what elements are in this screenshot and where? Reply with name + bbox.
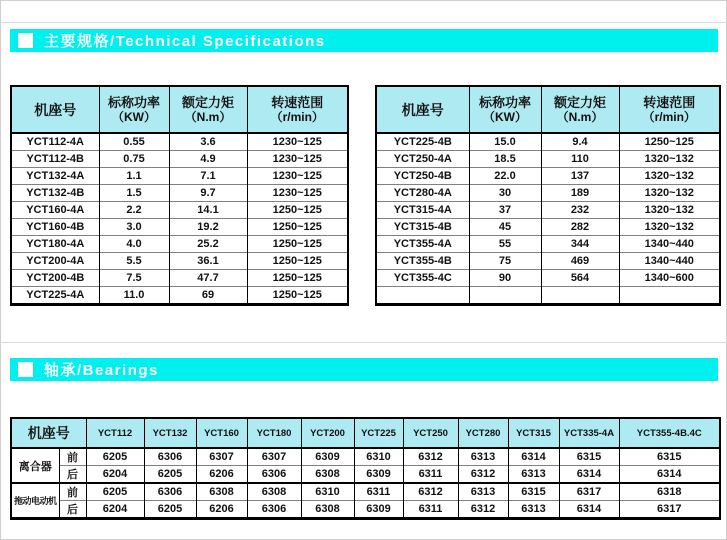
cell [541,287,619,305]
cell: YCT225-4B [376,133,469,151]
cell: 1250~125 [247,219,348,236]
table-row [11,236,348,253]
cell: 1320~132 [619,168,720,185]
header-line: 转速范围 [271,94,324,110]
cell: 6204 [86,501,144,519]
cell: YCT250-4B [376,168,469,185]
cell: 1320~132 [619,219,720,236]
header-cell [541,86,619,133]
cell: YCT160-4A [11,202,99,219]
table-row [376,151,720,168]
table-row [11,168,348,185]
cell: 6313 [508,466,559,484]
cell: 6206 [196,466,247,484]
cell: YCT315-4B [376,219,469,236]
cell: YCT160-4B [11,219,99,236]
header-cell: YCT335-4A [559,418,619,448]
cell: 47.7 [169,270,247,287]
header-cell: YCT355-4B.4C [619,418,720,448]
header-cell: YCT280 [458,418,508,448]
header-cell: YCT315 [508,418,559,448]
position-label: 后 [59,466,86,484]
cell [619,287,720,305]
cell: 19.2 [169,219,247,236]
header-cell [469,86,541,133]
cell: 6317 [559,483,619,501]
header-cell: YCT250 [403,418,458,448]
header-cell: 机座号 [11,418,86,448]
cell: 6306 [144,483,196,501]
table-row [376,133,720,151]
cell: 22.0 [469,168,541,185]
section-header-bearings [10,358,718,381]
cell: 25.2 [169,236,247,253]
cell: 6308 [196,483,247,501]
cell: 90 [469,270,541,287]
cell: 6205 [144,466,196,484]
header-line: 额定力矩 [553,94,606,110]
cell [469,287,541,305]
cell: 0.75 [99,151,169,168]
header-line: 额定力矩 [181,94,234,110]
cell: 6307 [196,448,247,466]
cell: 232 [541,202,619,219]
header-line: （KW） [483,110,527,125]
cell: 6308 [247,483,301,501]
cell: YCT225-4A [11,287,99,305]
cell: 6310 [354,448,403,466]
cell: 6309 [301,448,354,466]
cell: 1230~125 [247,133,348,151]
table-row [11,133,348,151]
cell: 6206 [196,501,247,519]
cell: 1.1 [99,168,169,185]
cell: 6314 [559,501,619,519]
position-label: 前 [59,448,86,466]
cell: 6311 [354,483,403,501]
cell: 344 [541,236,619,253]
cell: YCT250-4A [376,151,469,168]
cell: YCT112-4A [11,133,99,151]
cell: 6306 [247,466,301,484]
cell: 6312 [403,448,458,466]
cell: 75 [469,253,541,270]
cell: 110 [541,151,619,168]
cell: YCT112-4B [11,151,99,168]
cell: 6315 [559,448,619,466]
cell: 1230~125 [247,168,348,185]
cell: 55 [469,236,541,253]
table-row [376,219,720,236]
table-row [11,202,348,219]
cell: 6306 [144,448,196,466]
table-row [11,151,348,168]
header-cell: YCT132 [144,418,196,448]
cell: 6311 [403,501,458,519]
cell: 1340~440 [619,236,720,253]
cell: 6317 [619,501,720,519]
cell: YCT200-4A [11,253,99,270]
cell: 564 [541,270,619,287]
header-line: （N.m） [184,110,232,125]
cell: 1250~125 [247,270,348,287]
cell: 6307 [247,448,301,466]
table-header-row [11,86,348,133]
header-cell [99,86,169,133]
cell: 1250~125 [247,236,348,253]
cell: 6314 [619,466,720,484]
cell: 1340~440 [619,253,720,270]
table-row [376,202,720,219]
cell: 6315 [619,448,720,466]
header-cell: YCT200 [301,418,354,448]
table-row [11,466,720,484]
header-cell: YCT160 [196,418,247,448]
section-marker-icon [18,33,33,48]
cell: 14.1 [169,202,247,219]
cell: 1250~125 [247,253,348,270]
header-line: （KW） [112,110,156,125]
header-cell: YCT112 [86,418,144,448]
position-label: 后 [59,501,86,519]
cell: 1340~600 [619,270,720,287]
section-marker-icon [18,362,33,377]
cell: 7.5 [99,270,169,287]
cell: 30 [469,185,541,202]
table-row [11,253,348,270]
table-row [11,501,720,519]
header-cell: 机座号 [11,86,99,133]
header-cell: YCT225 [354,418,403,448]
position-label: 前 [59,483,86,501]
cell: 36.1 [169,253,247,270]
cell: YCT355-4A [376,236,469,253]
table-row [376,270,720,287]
cell: 6205 [86,448,144,466]
cell: YCT132-4B [11,185,99,202]
cell: 6314 [559,466,619,484]
table-header-row [11,418,720,448]
bearings-table [10,417,721,520]
table-row [11,448,720,466]
cell: 2.2 [99,202,169,219]
cell: YCT315-4A [376,202,469,219]
cell: 11.0 [99,287,169,305]
table-row [11,270,348,287]
header-line: （N.m） [556,110,604,125]
header-line: （r/min） [642,110,696,125]
cell: 1230~125 [247,151,348,168]
table-row [376,287,720,305]
cell: 6205 [144,501,196,519]
header-line: 标称功率 [107,94,160,110]
header-line: 标称功率 [478,94,531,110]
cell: 1320~132 [619,185,720,202]
table-row [11,287,348,305]
cell: 1320~132 [619,202,720,219]
cell: 1250~125 [619,133,720,151]
header-line: （r/min） [270,110,324,125]
cell: 18.5 [469,151,541,168]
table-row [376,185,720,202]
cell: 1.5 [99,185,169,202]
cell: 5.5 [99,253,169,270]
row-group-label: 拖动电动机 [11,483,59,519]
cell: 6312 [458,501,508,519]
cell: YCT132-4A [11,168,99,185]
spec-table-right [375,85,721,306]
cell: 37 [469,202,541,219]
cell: 7.1 [169,168,247,185]
cell: 1250~125 [247,287,348,305]
cell: 189 [541,185,619,202]
cell: 6314 [508,448,559,466]
divider-rule [0,342,727,343]
cell: 282 [541,219,619,236]
cell: YCT355-4C [376,270,469,287]
cell [376,287,469,305]
cell: 6312 [458,466,508,484]
table-row [11,219,348,236]
cell: 4.0 [99,236,169,253]
cell: YCT200-4B [11,270,99,287]
cell: 6313 [458,483,508,501]
cell: 6204 [86,466,144,484]
table-header-row [376,86,720,133]
header-line: 转速范围 [643,94,696,110]
cell: YCT180-4A [11,236,99,253]
cell: 6310 [301,483,354,501]
header-cell [619,86,720,133]
cell: 9.7 [169,185,247,202]
cell: 6313 [508,501,559,519]
spec-table-left [10,85,349,306]
cell: 6308 [301,501,354,519]
header-cell: 机座号 [376,86,469,133]
table-row [376,236,720,253]
cell: 1250~125 [247,202,348,219]
cell: 137 [541,168,619,185]
cell: YCT355-4B [376,253,469,270]
cell: 3.0 [99,219,169,236]
cell: YCT280-4A [376,185,469,202]
table-row [376,253,720,270]
divider-rule [0,22,727,23]
cell: 1230~125 [247,185,348,202]
cell: 45 [469,219,541,236]
table-row [376,168,720,185]
cell: 6312 [403,483,458,501]
cell: 469 [541,253,619,270]
header-cell [169,86,247,133]
cell: 3.6 [169,133,247,151]
header-cell: YCT180 [247,418,301,448]
cell: 15.0 [469,133,541,151]
cell: 6313 [458,448,508,466]
table-row [11,185,348,202]
section-title: 主要规格/Technical Specifications [44,33,326,50]
cell: 6205 [86,483,144,501]
cell: 6315 [508,483,559,501]
cell: 69 [169,287,247,305]
section-title: 轴承/Bearings [44,362,159,379]
cell: 6308 [301,466,354,484]
cell: 9.4 [541,133,619,151]
table-row [11,483,720,501]
cell: 6306 [247,501,301,519]
cell: 6311 [403,466,458,484]
cell: 0.55 [99,133,169,151]
row-group-label: 离合器 [11,448,59,483]
cell: 1320~132 [619,151,720,168]
section-header-specifications [10,29,718,52]
cell: 6309 [354,501,403,519]
cell: 6318 [619,483,720,501]
cell: 4.9 [169,151,247,168]
header-cell [247,86,348,133]
cell: 6309 [354,466,403,484]
